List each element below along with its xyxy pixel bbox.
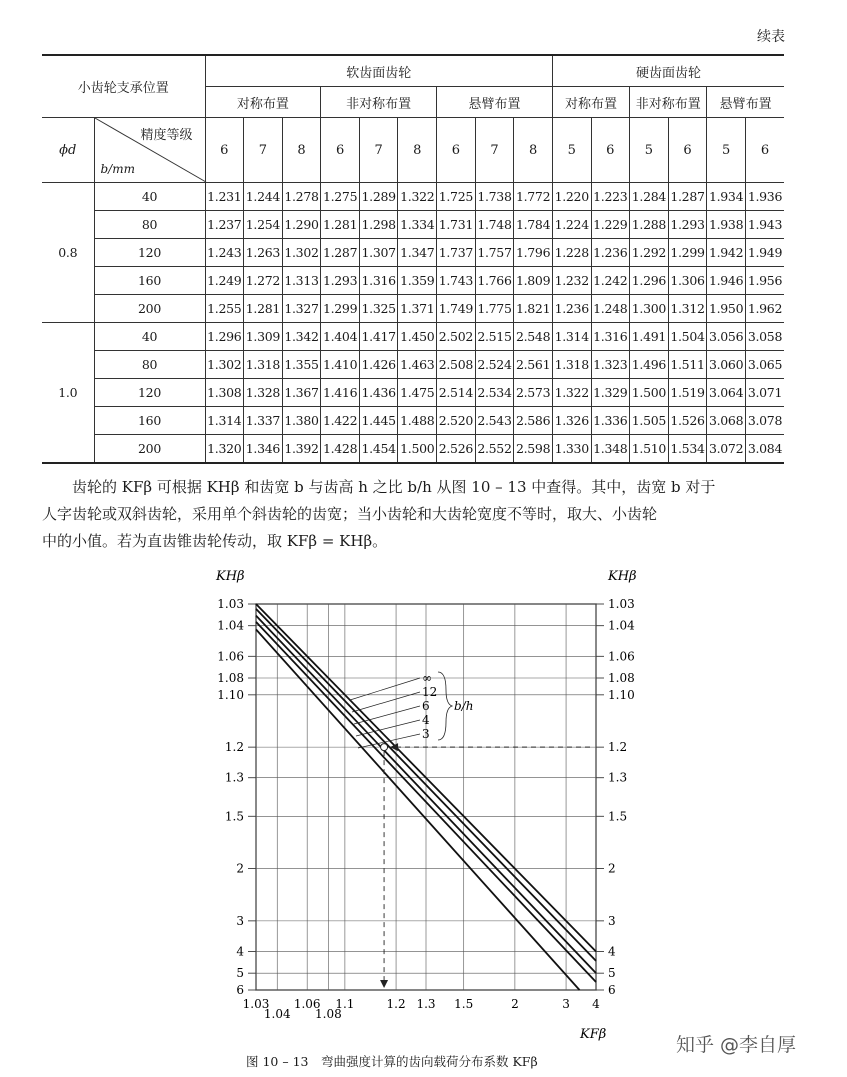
paragraph-line: 中的小值。若为直齿锥齿轮传动，取 KFβ = KHβ。 (42, 532, 388, 550)
table-row (42, 295, 784, 323)
table-cell: 1.318 (552, 351, 591, 379)
y-tick-label-left: 1.3 (224, 770, 244, 785)
table-cell: 1.242 (591, 267, 630, 295)
y-axis-title-right: KHβ (608, 569, 637, 584)
table-cell: 1.281 (244, 295, 283, 323)
x-tick-label: 4 (592, 997, 600, 1011)
table-cell: 1.309 (244, 323, 283, 351)
arrangement-label: 对称布置 (552, 87, 629, 118)
table-cell: 1.956 (745, 267, 784, 295)
precision-grade: 6 (591, 118, 630, 183)
table-cell: 1.314 (552, 323, 591, 351)
y-tick-label-right: 1.06 (608, 649, 635, 664)
table-cell: 1.284 (630, 183, 669, 211)
table-cell: 1.275 (321, 183, 360, 211)
phi-label: ϕd (59, 142, 77, 158)
table-cell: 1.308 (205, 379, 244, 407)
table-cell: 3.072 (707, 435, 746, 464)
table-cell: 1.329 (591, 379, 630, 407)
arrangement-label: 对称布置 (205, 87, 321, 118)
table-cell: 1.962 (745, 295, 784, 323)
y-tick-label-left: 4 (236, 944, 244, 959)
table-cell: 1.298 (359, 211, 398, 239)
table-row (42, 435, 784, 464)
table-cell: 1.410 (321, 351, 360, 379)
table-cell: 1.302 (282, 239, 321, 267)
example-arrow-v (380, 980, 388, 988)
table-cell: 3.084 (745, 435, 784, 464)
y-tick-label-left: 5 (236, 966, 244, 981)
table-cell: 1.289 (359, 183, 398, 211)
table-cell: 1.526 (668, 407, 707, 435)
table-cell: 1.237 (205, 211, 244, 239)
y-tick-label-right: 5 (608, 966, 616, 981)
x-tick-label: 2 (511, 997, 519, 1011)
x-tick-label: 1.1 (335, 997, 355, 1011)
table-cell: 1.327 (282, 295, 321, 323)
table-cell: 1.224 (552, 211, 591, 239)
table-cell: 1.326 (552, 407, 591, 435)
table-cell: 1.243 (205, 239, 244, 267)
b-value: 120 (94, 379, 205, 407)
series-label: 3 (422, 727, 430, 741)
table-cell: 1.359 (398, 267, 437, 295)
series-label: 4 (422, 713, 430, 727)
series-brace (438, 672, 452, 740)
table-row (42, 267, 784, 295)
table-cell: 1.306 (668, 267, 707, 295)
table-cell: 2.520 (437, 407, 476, 435)
y-tick-label-left: 1.2 (224, 740, 244, 755)
table-cell: 1.228 (552, 239, 591, 267)
precision-grade: 6 (668, 118, 707, 183)
arrangement-label: 悬臂布置 (707, 87, 784, 118)
table-cell: 1.936 (745, 183, 784, 211)
table-cell: 1.416 (321, 379, 360, 407)
table-cell: 1.731 (437, 211, 476, 239)
b-value: 120 (94, 239, 205, 267)
table-cell: 1.796 (514, 239, 553, 267)
y-tick-label-right: 1.10 (608, 687, 635, 702)
table-cell: 2.543 (475, 407, 514, 435)
table-cell: 1.330 (552, 435, 591, 464)
table-cell: 2.502 (437, 323, 476, 351)
header-position: 小齿轮支承位置 (42, 55, 205, 118)
table-cell: 1.511 (668, 351, 707, 379)
table-cell: 1.296 (205, 323, 244, 351)
table-cell: 2.598 (514, 435, 553, 464)
table-cell: 1.445 (359, 407, 398, 435)
precision-grade: 6 (205, 118, 244, 183)
table-cell: 3.065 (745, 351, 784, 379)
table-row (42, 323, 784, 351)
header-soft-group: 软齿面齿轮 (205, 55, 552, 87)
table-cell: 1.293 (668, 211, 707, 239)
table-cell: 1.417 (359, 323, 398, 351)
table-cell: 1.307 (359, 239, 398, 267)
table-cell: 3.056 (707, 323, 746, 351)
table-cell: 1.943 (745, 211, 784, 239)
x-axis-title: KFβ (580, 1027, 607, 1042)
precision-grade: 7 (359, 118, 398, 183)
y-tick-label-right: 2 (608, 861, 616, 876)
table-cell: 2.515 (475, 323, 514, 351)
table-cell: 1.772 (514, 183, 553, 211)
x-tick-label: 1.03 (242, 997, 270, 1011)
series-label: 6 (422, 699, 430, 713)
y-tick-label-right: 4 (608, 944, 616, 959)
table-cell: 1.236 (591, 239, 630, 267)
precision-grade: 5 (630, 118, 669, 183)
table-cell: 1.348 (591, 435, 630, 464)
b-value: 40 (94, 183, 205, 211)
table-cell: 1.254 (244, 211, 283, 239)
precision-grade: 5 (707, 118, 746, 183)
table-cell: 1.278 (282, 183, 321, 211)
table-cell: 1.347 (398, 239, 437, 267)
y-tick-label-left: 1.08 (217, 671, 244, 686)
arrangement-label: 非对称布置 (630, 87, 707, 118)
precision-grade: 5 (552, 118, 591, 183)
table-cell: 1.288 (630, 211, 669, 239)
x-tick-label: 1.3 (416, 997, 436, 1011)
table-cell: 1.949 (745, 239, 784, 267)
table-cell: 2.552 (475, 435, 514, 464)
table-cell: 1.229 (591, 211, 630, 239)
y-tick-label-left: 3 (236, 913, 244, 928)
table-cell: 1.504 (668, 323, 707, 351)
phi-value: 1.0 (42, 323, 94, 464)
table-cell: 1.784 (514, 211, 553, 239)
paragraph (42, 474, 787, 555)
table-cell: 1.367 (282, 379, 321, 407)
table-cell: 1.725 (437, 183, 476, 211)
table-cell: 3.078 (745, 407, 784, 435)
table-cell: 1.316 (591, 323, 630, 351)
table-cell: 1.312 (668, 295, 707, 323)
precision-grade: 8 (514, 118, 553, 183)
header-hard-group: 硬齿面齿轮 (552, 55, 784, 87)
precision-grade: 8 (398, 118, 437, 183)
table-cell: 1.248 (591, 295, 630, 323)
table-cell: 1.328 (244, 379, 283, 407)
table-cell: 1.510 (630, 435, 669, 464)
b-value: 80 (94, 351, 205, 379)
table-cell: 1.500 (398, 435, 437, 464)
table-cell: 1.293 (321, 267, 360, 295)
table-cell: 3.068 (707, 407, 746, 435)
table-cell: 2.526 (437, 435, 476, 464)
continued-label: 续表 (757, 29, 785, 45)
table-cell: 1.404 (321, 323, 360, 351)
y-tick-label-right: 1.5 (608, 809, 628, 824)
y-tick-label-right: 1.04 (608, 618, 635, 633)
table-cell: 1.336 (591, 407, 630, 435)
y-tick-label-right: 1.2 (608, 740, 628, 755)
table-cell: 1.757 (475, 239, 514, 267)
table-cell: 1.737 (437, 239, 476, 267)
table-row (42, 351, 784, 379)
table-cell: 1.322 (398, 183, 437, 211)
x-tick-label: 1.08 (315, 1007, 342, 1021)
example-point (381, 744, 388, 751)
table-cell: 1.232 (552, 267, 591, 295)
table-cell: 2.534 (475, 379, 514, 407)
y-tick-label-left: 1.03 (217, 597, 244, 611)
table-cell: 1.380 (282, 407, 321, 435)
series-line (256, 629, 580, 990)
table-cell: 1.454 (359, 435, 398, 464)
table-cell: 1.299 (668, 239, 707, 267)
coefficient-table (42, 54, 784, 464)
table-cell: 1.290 (282, 211, 321, 239)
x-tick-label: 3 (562, 997, 570, 1011)
x-tick-label: 1.06 (293, 997, 321, 1011)
phi-value: 0.8 (42, 183, 94, 323)
b-value: 200 (94, 295, 205, 323)
table-cell: 1.436 (359, 379, 398, 407)
table-cell: 1.519 (668, 379, 707, 407)
table-cell: 1.249 (205, 267, 244, 295)
table-cell: 1.505 (630, 407, 669, 435)
table-cell: 1.318 (244, 351, 283, 379)
precision-grade: 7 (244, 118, 283, 183)
bh-label: b/h (454, 699, 474, 713)
b-value: 160 (94, 407, 205, 435)
table-cell: 1.491 (630, 323, 669, 351)
table-cell: 1.287 (668, 183, 707, 211)
y-tick-label-left: 2 (236, 861, 244, 876)
table-cell: 1.500 (630, 379, 669, 407)
x-tick-label: 1.2 (386, 997, 406, 1011)
precision-grade: 6 (745, 118, 784, 183)
table-cell: 1.220 (552, 183, 591, 211)
table-cell: 2.561 (514, 351, 553, 379)
table-cell: 1.287 (321, 239, 360, 267)
y-tick-label-left: 6 (236, 983, 244, 997)
y-tick-label-right: 6 (608, 983, 616, 997)
table-cell: 1.426 (359, 351, 398, 379)
y-tick-label-right: 3 (608, 913, 616, 928)
table-cell: 1.738 (475, 183, 514, 211)
table-cell: 3.064 (707, 379, 746, 407)
precision-grade: 6 (437, 118, 476, 183)
table-cell: 1.775 (475, 295, 514, 323)
table-cell: 1.236 (552, 295, 591, 323)
table-cell: 2.586 (514, 407, 553, 435)
coefficient-table-wrapper (42, 54, 784, 464)
y-tick-label-right: 1.08 (608, 671, 635, 686)
table-cell: 1.355 (282, 351, 321, 379)
precision-grade: 6 (321, 118, 360, 183)
table-cell: 3.058 (745, 323, 784, 351)
table-cell: 1.428 (321, 435, 360, 464)
table-cell: 1.748 (475, 211, 514, 239)
series-label: ∞ (422, 671, 432, 685)
table-cell: 1.450 (398, 323, 437, 351)
table-cell: 1.346 (244, 435, 283, 464)
table-cell: 1.320 (205, 435, 244, 464)
paragraph-line: 齿轮的 KFβ 可根据 KHβ 和齿宽 b 与齿高 h 之比 b/h 从图 10 – 13 中查得。其中，齿宽 b 对于 (72, 478, 716, 496)
table-cell: 1.334 (398, 211, 437, 239)
table-cell: 1.942 (707, 239, 746, 267)
table-cell: 1.316 (359, 267, 398, 295)
table-cell: 1.313 (282, 267, 321, 295)
table-cell: 1.534 (668, 435, 707, 464)
figure-caption: 图 10 – 13 弯曲强度计算的齿向载荷分布系数 KFβ (246, 1054, 538, 1069)
table-cell: 1.488 (398, 407, 437, 435)
paragraph-line: 人字齿轮或双斜齿轮，采用单个斜齿轮的齿宽；当小齿轮和大齿轮宽度不等时，取大、小齿轮 (42, 505, 658, 523)
b-value: 160 (94, 267, 205, 295)
table-row (42, 211, 784, 239)
kfb-chart (200, 560, 637, 1050)
table-cell: 1.323 (591, 351, 630, 379)
precision-grade: 7 (475, 118, 514, 183)
b-value: 200 (94, 435, 205, 464)
table-cell: 2.508 (437, 351, 476, 379)
table-cell: 1.950 (707, 295, 746, 323)
table-cell: 1.325 (359, 295, 398, 323)
x-tick-label: 1.04 (263, 1007, 291, 1021)
table-cell: 1.244 (244, 183, 283, 211)
table-cell: 2.548 (514, 323, 553, 351)
table-cell: 1.255 (205, 295, 244, 323)
series-leader (350, 678, 420, 700)
y-axis-title-left: KHβ (216, 569, 245, 584)
arrangement-label: 非对称布置 (321, 87, 437, 118)
arrangement-label: 悬臂布置 (437, 87, 553, 118)
b-value: 80 (94, 211, 205, 239)
y-tick-label-right: 1.3 (608, 770, 628, 785)
y-tick-label-left: 1.06 (217, 649, 244, 664)
precision-label: 精度等级 (140, 128, 193, 143)
table-cell: 1.337 (244, 407, 283, 435)
table-cell: 1.821 (514, 295, 553, 323)
phi-header (42, 118, 94, 183)
diagonal-header (94, 118, 205, 183)
table-cell: 1.223 (591, 183, 630, 211)
b-value: 40 (94, 323, 205, 351)
table-cell: 1.314 (205, 407, 244, 435)
table-cell: 1.281 (321, 211, 360, 239)
table-row (42, 407, 784, 435)
table-cell: 2.573 (514, 379, 553, 407)
table-cell: 1.392 (282, 435, 321, 464)
watermark: 知乎 @李自厚 (676, 1034, 797, 1056)
table-cell: 1.743 (437, 267, 476, 295)
x-tick-label: 1.5 (454, 997, 474, 1011)
table-cell: 1.766 (475, 267, 514, 295)
table-cell: 1.296 (630, 267, 669, 295)
table-cell: 2.514 (437, 379, 476, 407)
table-cell: 1.292 (630, 239, 669, 267)
table-cell: 1.946 (707, 267, 746, 295)
table-cell: 1.938 (707, 211, 746, 239)
table-cell: 3.071 (745, 379, 784, 407)
table-cell: 1.263 (244, 239, 283, 267)
table-cell: 1.300 (630, 295, 669, 323)
table-cell: 1.463 (398, 351, 437, 379)
table-cell: 1.231 (205, 183, 244, 211)
table-cell: 1.371 (398, 295, 437, 323)
table-cell: 1.934 (707, 183, 746, 211)
table-cell: 2.524 (475, 351, 514, 379)
series-label: 12 (422, 685, 438, 699)
precision-grade: 8 (282, 118, 321, 183)
table-cell: 1.749 (437, 295, 476, 323)
table-cell: 1.496 (630, 351, 669, 379)
table-row (42, 183, 784, 211)
table-cell: 1.422 (321, 407, 360, 435)
table-row (42, 239, 784, 267)
b-label: b/mm (100, 162, 135, 176)
table-cell: 1.809 (514, 267, 553, 295)
y-tick-label-left: 1.04 (217, 618, 244, 633)
y-tick-label-left: 1.10 (217, 687, 244, 702)
table-cell: 1.299 (321, 295, 360, 323)
table-cell: 1.272 (244, 267, 283, 295)
table-cell: 1.302 (205, 351, 244, 379)
table-cell: 1.322 (552, 379, 591, 407)
y-tick-label-left: 1.5 (224, 809, 244, 824)
y-tick-label-right: 1.03 (608, 597, 635, 611)
table-cell: 3.060 (707, 351, 746, 379)
table-cell: 1.475 (398, 379, 437, 407)
table-row (42, 379, 784, 407)
table-cell: 1.342 (282, 323, 321, 351)
